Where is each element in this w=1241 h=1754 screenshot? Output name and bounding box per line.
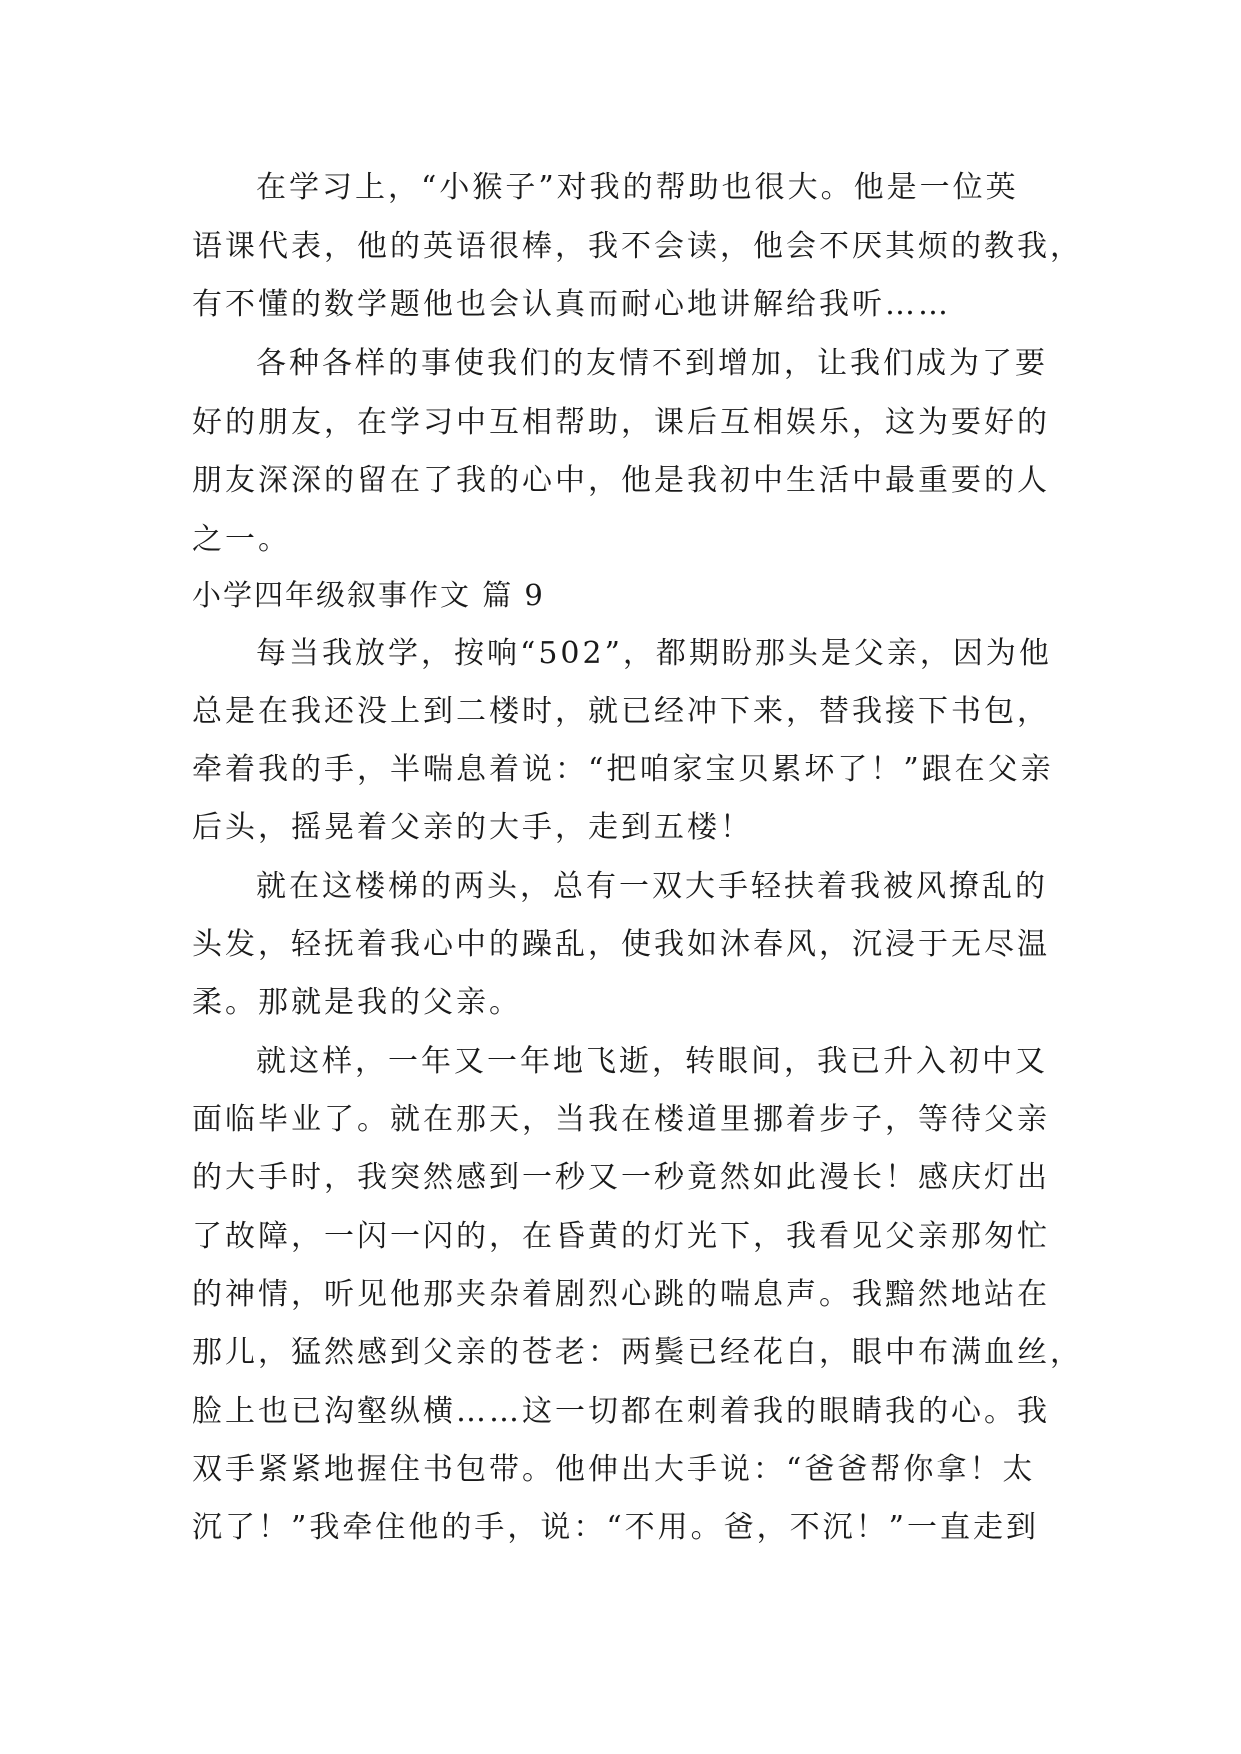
paragraph-line: 柔。那就是我的父亲。: [192, 985, 522, 1020]
paragraph-line: 的神情，听见他那夹杂着剧烈心跳的喘息声。我黯然地站在: [192, 1277, 1050, 1312]
paragraph-line: 牵着我的手，半喘息着说：“把咱家宝贝累坏了！”跟在父亲: [192, 752, 1054, 787]
paragraph-line: 就在这楼梯的两头，总有一双大手轻扶着我被风撩乱的: [256, 869, 1048, 904]
paragraph-line: 沉了！”我牵住他的手，说：“不用。爸，不沉！”一直走到: [192, 1510, 1040, 1545]
paragraph-line: 后头，摇晃着父亲的大手，走到五楼！: [192, 810, 753, 845]
paragraph-line: 有不懂的数学题他也会认真而耐心地讲解给我听……: [192, 287, 951, 322]
paragraph-line: 总是在我还没上到二楼时，就已经冲下来，替我接下书包，: [192, 694, 1050, 729]
paragraph-line: 双手紧紧地握住书包带。他伸出大手说：“爸爸帮你拿！太: [192, 1452, 1036, 1487]
paragraph-line: 朋友深深的留在了我的心中，他是我初中生活中最重要的人: [192, 463, 1050, 498]
paragraph-line: 每当我放学，按响“502”，都期盼那头是父亲，因为他: [256, 636, 1052, 671]
paragraph-line: 各种各样的事使我们的友情不到增加，让我们成为了要: [256, 346, 1048, 381]
paragraph-line: 头发，轻抚着我心中的躁乱，使我如沐春风，沉浸于无尽温: [192, 927, 1050, 962]
paragraph-line: 之一。: [192, 522, 291, 557]
paragraph-line: 在学习上，“小猴子”对我的帮助也很大。他是一位英: [256, 170, 1019, 205]
section-heading: 小学四年级叙事作文 篇 9: [192, 578, 545, 612]
paragraph-line: 面临毕业了。就在那天，当我在楼道里挪着步子，等待父亲: [192, 1102, 1050, 1137]
paragraph-line: 好的朋友，在学习中互相帮助，课后互相娱乐，这为要好的: [192, 405, 1050, 440]
paragraph-line: 脸上也已沟壑纵横……这一切都在刺着我的眼睛我的心。我: [192, 1394, 1050, 1429]
paragraph-line: 语课代表，他的英语很棒，我不会读，他会不厌其烦的教我，: [192, 229, 1083, 264]
paragraph-line: 就这样，一年又一年地飞逝，转眼间，我已升入初中又: [256, 1044, 1048, 1079]
paragraph-line: 了故障，一闪一闪的，在昏黄的灯光下，我看见父亲那匆忙: [192, 1219, 1050, 1254]
paragraph-line: 那儿，猛然感到父亲的苍老：两鬓已经花白，眼中布满血丝，: [192, 1335, 1083, 1370]
paragraph-line: 的大手时，我突然感到一秒又一秒竟然如此漫长！感庆灯出: [192, 1160, 1050, 1195]
